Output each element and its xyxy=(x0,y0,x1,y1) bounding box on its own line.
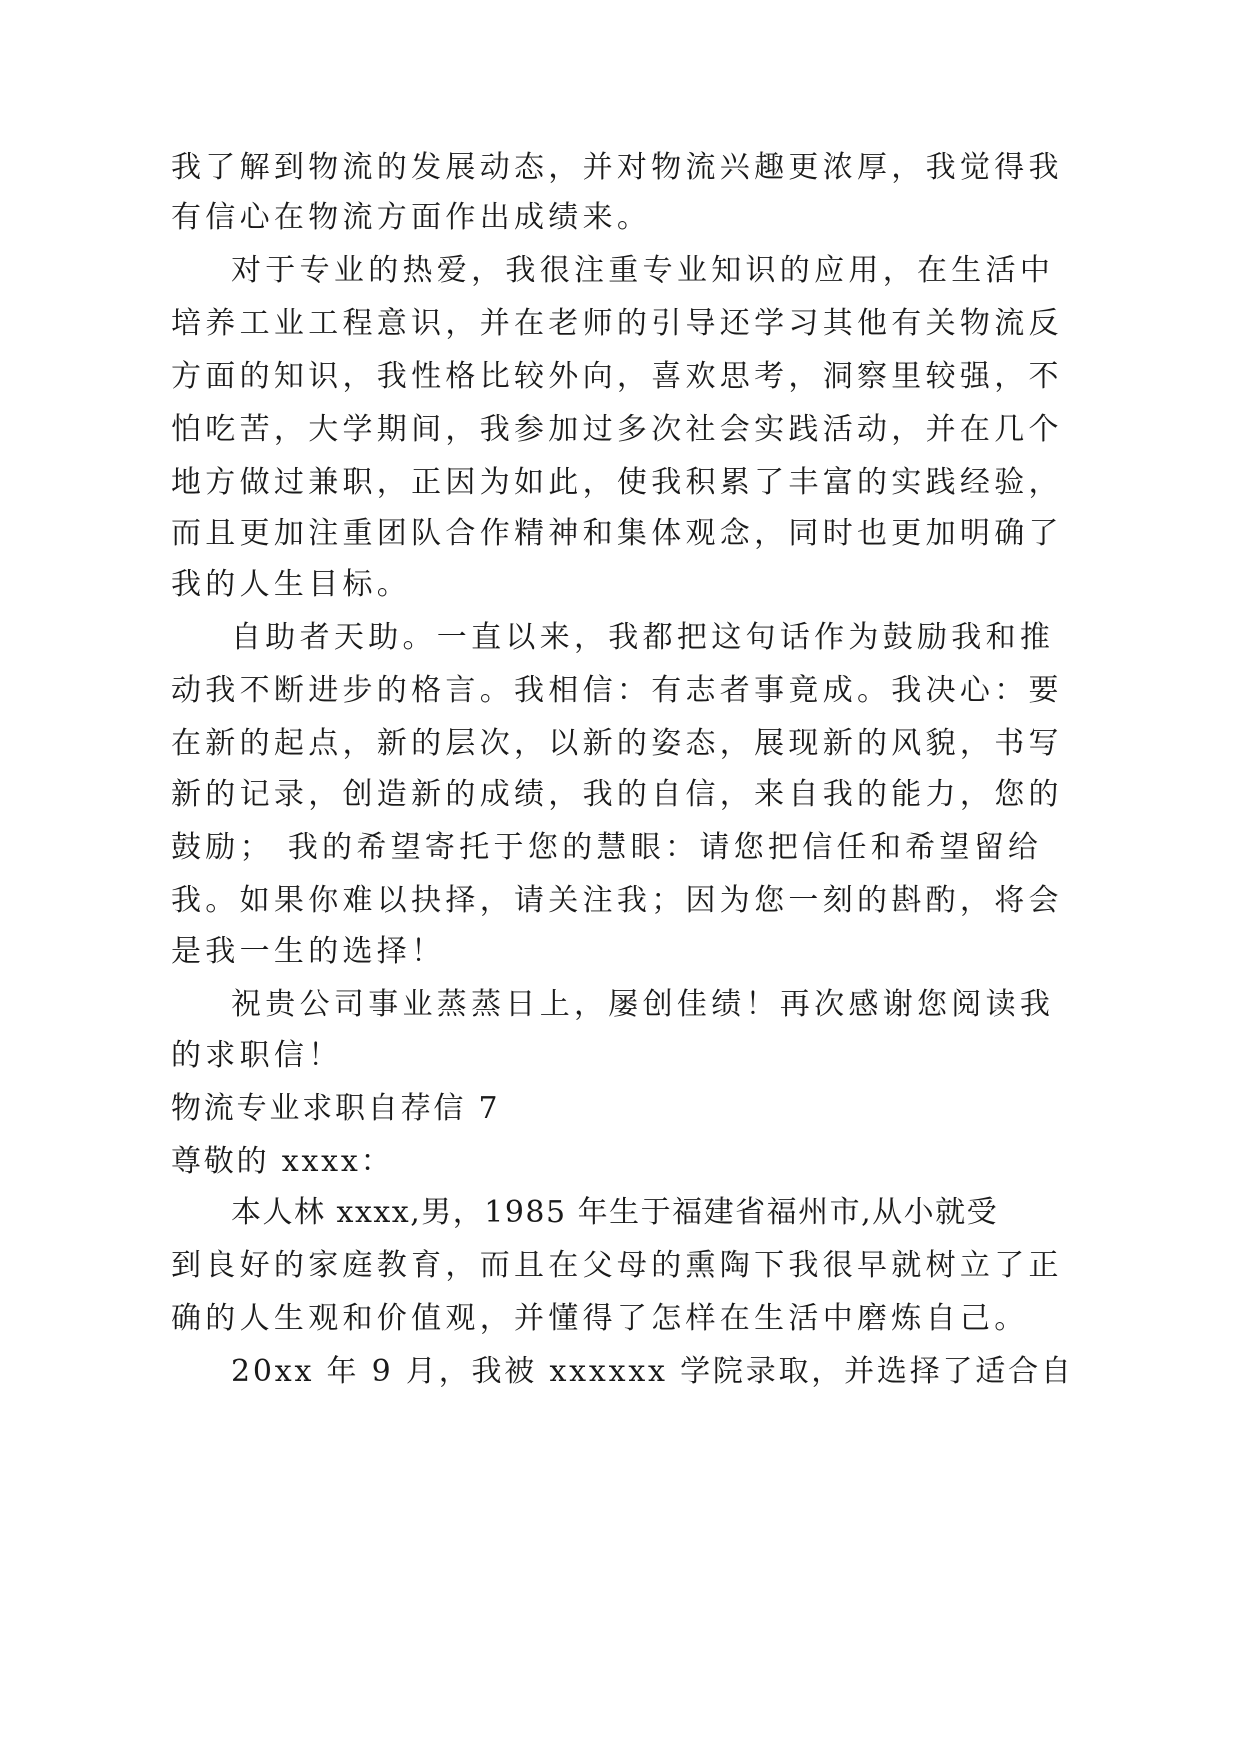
text-line: 祝贵公司事业蒸蒸日上，屡创佳绩！再次感谢您阅读我 xyxy=(231,987,1055,1022)
section-heading: 物流专业求职自荐信 7 xyxy=(171,1091,501,1126)
salutation: 尊敬的 xxxx： xyxy=(171,1144,394,1179)
text-line: 地方做过兼职，正因为如此，使我积累了丰富的实践经验， xyxy=(171,465,1063,500)
text-line: 新的记录，创造新的成绩，我的自信，来自我的能力，您的 xyxy=(171,777,1063,812)
text-line: 而且更加注重团队合作精神和集体观念，同时也更加明确了 xyxy=(171,516,1063,551)
text-line: 方面的知识，我性格比较外向，喜欢思考，洞察里较强，不 xyxy=(171,359,1063,394)
text-line: 对于专业的热爱，我很注重专业知识的应用，在生活中 xyxy=(231,253,1055,288)
text-line: 确的人生观和价值观，并懂得了怎样在生活中磨炼自己。 xyxy=(171,1301,1029,1336)
text-line: 我。如果你难以抉择，请关注我；因为您一刻的斟酌，将会 xyxy=(171,883,1063,918)
text-line: 是我一生的选择！ xyxy=(171,934,446,969)
text-line: 我的人生目标。 xyxy=(171,567,412,602)
text-line: 本人林 xxxx,男，1985 年生于福建省福州市,从小就受 xyxy=(231,1195,999,1230)
text-line: 自助者天助。一直以来，我都把这句话作为鼓励我和推 xyxy=(231,620,1055,655)
text-line: 20xx 年 9 月，我被 xxxxxx 学院录取，并选择了适合自 xyxy=(231,1354,1074,1389)
text-line: 怕吃苦，大学期间，我参加过多次社会实践活动，并在几个 xyxy=(171,412,1063,447)
text-line: 培养工业工程意识，并在老师的引导还学习其他有关物流反 xyxy=(171,306,1063,341)
text-line: 有信心在物流方面作出成绩来。 xyxy=(171,200,652,235)
text-line: 动我不断进步的格言。我相信：有志者事竟成。我决心：要 xyxy=(171,673,1063,708)
text-line: 到良好的家庭教育，而且在父母的熏陶下我很早就树立了正 xyxy=(171,1248,1063,1283)
text-line: 鼓励； 我的希望寄托于您的慧眼：请您把信任和希望留给 xyxy=(171,830,1043,865)
text-line: 的求职信！ xyxy=(171,1038,343,1073)
text-line: 在新的起点，新的层次，以新的姿态，展现新的风貌，书写 xyxy=(171,726,1063,761)
text-line: 我了解到物流的发展动态，并对物流兴趣更浓厚，我觉得我 xyxy=(171,150,1063,185)
